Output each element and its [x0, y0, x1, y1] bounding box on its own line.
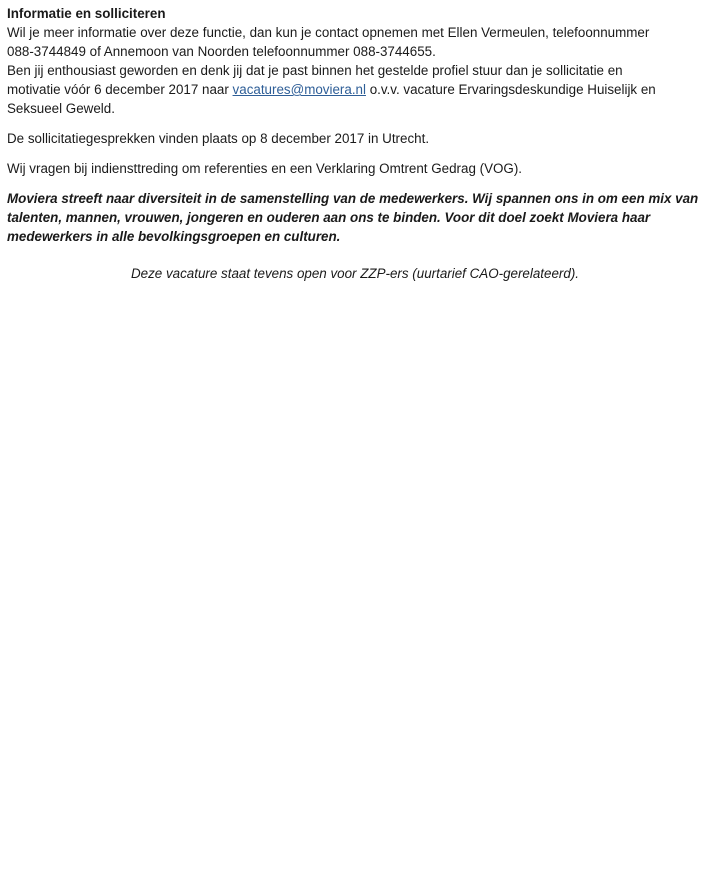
references-paragraph: Wij vragen bij indiensttreding om referenties en een Verklaring Omtrent Gedrag (VOG). [7, 161, 523, 176]
document-body [7, 4, 703, 283]
apply-line-2 [7, 80, 703, 99]
diversity-line-1: Moviera streeft naar diversiteit in de samenstelling van de medewerkers. Wij spannen ons in om een mix van [7, 191, 699, 206]
diversity-line-2: talenten, mannen, vrouwen, jongeren en ouderen aan ons te binden. Voor dit doel zoekt Moviera haar [7, 210, 651, 225]
interviews-paragraph: De sollicitatiegesprekken vinden plaats op 8 december 2017 in Utrecht. [7, 131, 430, 146]
diversity-line-3: medewerkers in alle bevolkingsgroepen en culturen. [7, 229, 341, 244]
paragraph-spacer [7, 118, 703, 129]
apply-line-3: Seksueel Geweld. [7, 101, 115, 116]
email-link[interactable]: vacatures@moviera.nl [232, 82, 366, 97]
paragraph-spacer [7, 246, 703, 264]
paragraph-spacer [7, 148, 703, 159]
contact-line-2: 088-3744849 of Annemoon van Noorden telefoonnummer 088-3744655. [7, 44, 436, 59]
contact-line-1: Wil je meer informatie over deze functie, dan kun je contact opnemen met Ellen Vermeulen, telefoonnummer [7, 25, 650, 40]
apply-line-2-suffix: o.v.v. vacature Ervaringsdeskundige Huiselijk en [365, 82, 656, 97]
apply-line-1: Ben jij enthousiast geworden en denk jij dat je past binnen het gestelde profiel stuur dan je sollicitatie en [7, 63, 623, 78]
section-heading: Informatie en solliciteren [7, 6, 166, 21]
paragraph-spacer [7, 178, 703, 189]
zzp-note: Deze vacature staat tevens open voor ZZP-ers (uurtarief CAO-gerelateerd). [130, 266, 580, 281]
apply-line-2-prefix: motivatie vóór 6 december 2017 naar [7, 82, 233, 97]
